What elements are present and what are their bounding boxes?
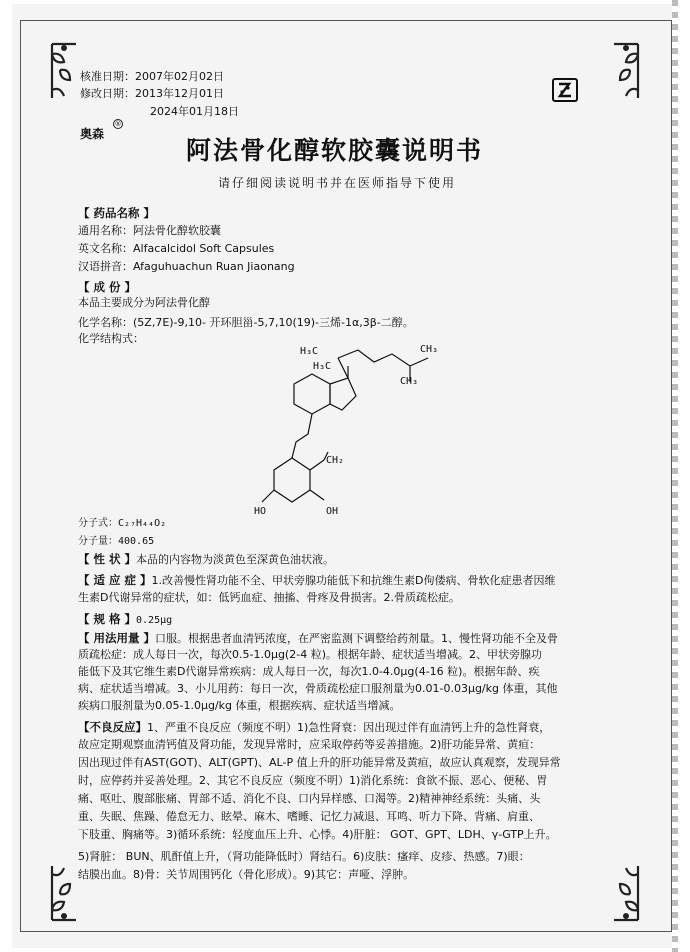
adverse-heading: 【不良反应】 xyxy=(78,720,147,734)
atom-ch3-right: CH₃ xyxy=(420,344,439,355)
indications-heading: 【 适 应 症 】 xyxy=(78,573,152,587)
properties-row xyxy=(78,552,334,567)
drug-name-heading: 【 药品名称 】 xyxy=(78,206,156,220)
adverse-row-5: 痛、呕吐、腹部胀痛、胃部不适、消化不良、口内异样感、口渴等。2)精神神经系统：头痛、头 xyxy=(78,792,541,805)
revision-date-2024: 2024年01月18日 xyxy=(150,105,239,118)
corner-ornament-top-left xyxy=(46,40,82,102)
adverse-tail-1: 5)肾脏： BUN、肌酐值上升，（肾功能降低时）肾结石。6)皮肤：瘙痒、皮疹、热感。7)眼： xyxy=(78,850,530,863)
usage-row-3: 能低下及其它维生素D代谢异常疾病：成人每日一次，每次1.0-4.0μg(4-16 粒)。根据年龄、疾 xyxy=(78,665,540,678)
specification-heading: 【 规 格 】 xyxy=(78,612,137,626)
scan-edge-strip xyxy=(672,0,678,952)
composition-heading: 【 成 份 】 xyxy=(78,280,137,294)
usage-row-1: 【 用法用量 】口服。根据患者血清钙浓度，在严密监测下调整给药剂量。1、慢性肾功能不全及骨 xyxy=(78,631,559,645)
adverse-row-4: 时，应停药并妥善处理。2、其它不良反应（频度不明）1)消化系统：食欲不振、恶心、便秘、胃 xyxy=(78,774,548,787)
page-title: 阿法骨化醇软胶囊说明书 xyxy=(186,136,484,165)
composition-main: 本品主要成分为阿法骨化醇 xyxy=(78,296,210,309)
corner-ornament-bottom-right xyxy=(608,862,644,924)
indications-row-1: 【 适 应 症 】1.改善慢性肾功能不全、甲状旁腺功能低下和抗维生素D佝偻病、骨软化症患者因维 xyxy=(78,573,556,587)
pinyin-name: 汉语拼音：Afaguhuachun Ruan Jiaonang xyxy=(78,260,295,273)
adverse-row-2: 故应定期观察血清钙值及肾功能，发现异常时，应采取停药等妥善措施。2)肝功能异常、黄疸： xyxy=(78,738,541,751)
company-logo xyxy=(552,78,578,102)
atom-h3c-top: H₃C xyxy=(300,346,319,357)
common-name: 通用名称：阿法骨化醇软胶囊 xyxy=(78,224,221,237)
chemical-structure-diagram xyxy=(250,338,450,520)
usage-row-4: 病、症状适当增减。3、小儿用药：每日一次，骨质疏松症口服剂量为0.01-0.03μg/kg 体重，其他 xyxy=(78,682,558,695)
adverse-tail-2: 结膜出血。8)骨：关节周围钙化（骨化形成）。9)其它：声哑、浮肿。 xyxy=(78,868,415,881)
molecular-weight: 分子量：400.65 xyxy=(78,536,155,547)
properties-text: 本品的内容物为淡黄色至深黄色油状液。 xyxy=(136,553,335,566)
atom-oh: OH xyxy=(326,506,339,517)
subtitle: 请仔细阅读说明书并在医师指导下使用 xyxy=(218,176,457,190)
indications-row-2: 生素D代谢异常的症状，如：低钙血症、抽搐、骨疼及骨损害。2.骨质疏松症。 xyxy=(78,591,460,604)
chemical-name: 化学名称：(5Z,7E)-9,10- 开环胆甾-5,7,10(19)-三烯-1α,3β-二醇。 xyxy=(78,316,414,329)
atom-ho: HO xyxy=(254,506,267,517)
atom-h3c-mid: H₃C xyxy=(313,361,332,372)
structure-label: 化学结构式： xyxy=(78,332,144,345)
molecular-formula: 分子式：C₂₇H₄₄O₂ xyxy=(78,518,167,529)
english-name: 英文名称：Alfacalcidol Soft Capsules xyxy=(78,242,275,255)
atom-ch3-lower: CH₃ xyxy=(400,376,419,387)
corner-ornament-bottom-left xyxy=(46,862,82,924)
properties-heading: 【 性 状 】 xyxy=(78,552,137,566)
brand-name: 奥森 xyxy=(80,127,105,141)
adverse-row-6: 重、失眠、焦躁、倦怠无力、眩晕、麻木、嗜睡、记忆力减退、耳鸣、听力下降、背痛、肩重、 xyxy=(78,810,540,823)
adverse-row-3: 因出现过伴有AST(GOT)、ALT(GPT)、AL-P 值上升的肝功能异常及黄疸，故应认真观察，发现异常 xyxy=(78,756,561,769)
adverse-row-1: 【不良反应】1、严重不良反应（频度不明）1)急性肾衰：因出现过伴有血清钙上升的急性肾衰， xyxy=(78,720,551,734)
adverse-row-7: 下肢重、胸痛等。3)循环系统：轻度血压上升、心悸。4)肝脏： GOT、GPT、LDH、γ-GTP上升。 xyxy=(78,828,557,841)
usage-row-5: 疾病口服剂量为0.05-1.0μg/kg 体重，根据疾病、症状适当增减。 xyxy=(78,699,401,712)
corner-ornament-top-right xyxy=(608,40,644,102)
usage-heading: 【 用法用量 】 xyxy=(78,631,156,645)
specification-value: 0.25μg xyxy=(136,615,173,626)
specification-row xyxy=(78,612,172,628)
usage-row-2: 质疏松症：成人每日一次，每次0.5-1.0μg(2-4 粒)。根据年龄、症状适当增减。2、甲状旁腺功 xyxy=(78,648,542,661)
registered-mark: ® xyxy=(114,120,122,128)
atom-ch2: CH₂ xyxy=(326,455,345,466)
revision-date: 修改日期：2013年12月01日 xyxy=(80,87,224,100)
approval-date: 核准日期：2007年02月02日 xyxy=(80,70,224,83)
